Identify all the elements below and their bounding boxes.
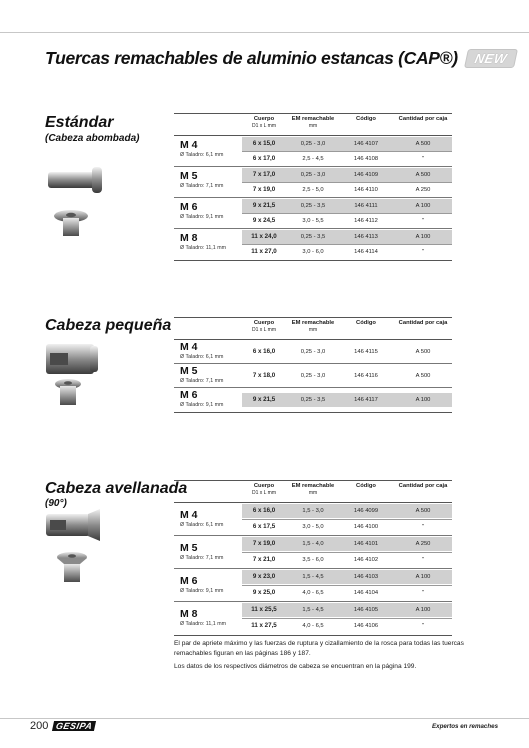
- note-head-diameter: Los datos de los respectivos diámetros de cabeza se encuentran en la página 199.: [174, 663, 417, 670]
- rivet-nut-countersunk-side-image: [44, 508, 104, 542]
- table-row: [242, 183, 452, 197]
- drill-diameter: Ø Taladro: 9,1 mm: [180, 588, 224, 594]
- table-header: [174, 114, 452, 135]
- rivet-nut-small-head-end-image: [52, 376, 84, 408]
- cell-size: 9 x 23,0: [252, 573, 276, 580]
- section-subtitle-estandar: (Cabeza abombada): [45, 133, 140, 144]
- thread-size: M 6: [180, 575, 198, 587]
- size-group: [174, 364, 452, 388]
- table-row: [242, 345, 452, 359]
- table-estandar: [174, 113, 452, 261]
- table-row: [242, 553, 452, 567]
- footer-rule: [0, 718, 529, 719]
- drill-diameter: Ø Taladro: 9,1 mm: [180, 402, 224, 408]
- thread-size: M 5: [180, 170, 198, 182]
- cell-qty: A 100: [415, 234, 431, 240]
- cell-qty: A 500: [415, 373, 431, 379]
- cell-code: 146 4117: [354, 397, 378, 403]
- header-cuerpo: Cuerpo D1 x L mm: [252, 116, 276, 129]
- table-header: [174, 481, 452, 502]
- cell-qty: ": [421, 557, 425, 563]
- cell-em: 0,25 - 3,5: [300, 234, 326, 240]
- cell-code: 146 4100: [353, 524, 379, 530]
- header-cantidad: Cantidad por caja: [398, 483, 448, 489]
- table-body: [174, 339, 452, 412]
- table-body: [174, 135, 452, 260]
- cell-em: 1,5 - 4,0: [302, 541, 324, 547]
- size-group: [174, 602, 452, 635]
- cell-qty: A 100: [415, 397, 431, 403]
- table-row: [242, 504, 452, 518]
- thread-size: M 8: [180, 608, 198, 620]
- table-row: [242, 537, 452, 551]
- cell-size: 11 x 24,0: [251, 233, 277, 240]
- drill-diameter: Ø Taladro: 11,1 mm: [180, 245, 227, 251]
- thread-size: M 6: [180, 201, 198, 213]
- size-group: [174, 167, 452, 198]
- cell-code: 146 4115: [354, 349, 378, 355]
- size-group: [174, 503, 452, 536]
- cell-qty: A 100: [415, 203, 431, 209]
- cell-qty: ": [421, 524, 425, 530]
- size-group: [174, 340, 452, 364]
- cell-size: 7 x 19,0: [252, 186, 276, 193]
- drill-diameter: Ø Taladro: 6,1 mm: [180, 152, 224, 158]
- cell-qty: A 500: [415, 141, 431, 147]
- cell-code: 146 4102: [353, 557, 379, 563]
- cell-qty: A 250: [415, 187, 431, 193]
- thread-size: M 4: [180, 341, 198, 353]
- header-codigo: Código: [356, 320, 376, 326]
- table-row: [242, 570, 452, 584]
- note-torque: El par de apriete máximo y las fuerzas de ruptura y cizallamiento de la rosca para todas las tuercas remachables figuran en las páginas 186 y 187.: [174, 640, 464, 657]
- size-group: [174, 388, 452, 412]
- cell-size: 6 x 17,5: [252, 523, 276, 530]
- cell-em: 2,5 - 5,0: [302, 187, 324, 193]
- drill-diameter: Ø Taladro: 7,1 mm: [180, 555, 224, 561]
- table-row: [242, 152, 452, 166]
- page-title: Tuercas remachables de aluminio estancas (CAP®): [45, 48, 458, 68]
- cell-em: 0,25 - 3,0: [300, 141, 326, 147]
- size-group: [174, 198, 452, 229]
- table-row: [242, 369, 452, 383]
- rivet-nut-countersunk-end-image: [54, 550, 90, 586]
- drill-diameter: Ø Taladro: 6,1 mm: [180, 522, 224, 528]
- new-badge: NEW: [464, 49, 518, 68]
- table-row: [242, 393, 452, 407]
- table-row: [242, 586, 452, 600]
- section-title-cabeza-pequena: Cabeza pequeña: [45, 317, 172, 334]
- cell-size: 9 x 21,5: [252, 202, 276, 209]
- cell-code: 146 4104: [353, 590, 379, 596]
- cell-qty: A 250: [415, 541, 431, 547]
- cell-size: 7 x 21,0: [252, 556, 276, 563]
- thread-size: M 6: [180, 389, 198, 401]
- cell-code: 146 4107: [353, 141, 379, 147]
- cell-code: 146 4116: [354, 373, 378, 379]
- cell-em: 0,25 - 3,5: [300, 203, 326, 209]
- header-codigo: Código: [356, 116, 376, 122]
- cell-code: 146 4109: [353, 172, 379, 178]
- cell-em: 4,0 - 6,5: [302, 590, 324, 596]
- drill-diameter: Ø Taladro: 6,1 mm: [180, 354, 224, 360]
- cell-size: 7 x 17,0: [252, 171, 276, 178]
- table-row: [242, 199, 452, 213]
- cell-size: 7 x 18,0: [252, 372, 276, 379]
- cell-code: 146 4106: [353, 623, 379, 629]
- header-em: EM remachable mm: [291, 116, 335, 129]
- size-group: [174, 229, 452, 260]
- section-title-estandar: Estándar: [45, 114, 114, 131]
- cell-em: 0,25 - 3,0: [300, 172, 326, 178]
- table-row: [242, 137, 452, 151]
- cell-qty: ": [421, 623, 425, 629]
- cell-code: 146 4101: [353, 541, 379, 547]
- section-title-cabeza-avellanada: Cabeza avellanada: [45, 480, 188, 497]
- header-em: EM remachable mm: [291, 483, 335, 496]
- cell-em: 1,5 - 4,5: [302, 574, 324, 580]
- cell-qty: A 500: [415, 508, 431, 514]
- cell-qty: A 500: [415, 172, 431, 178]
- cell-code: 146 4108: [353, 156, 379, 162]
- cell-size: 9 x 25,0: [252, 589, 276, 596]
- thread-size: M 8: [180, 232, 198, 244]
- rivet-nut-standard-end-image: [52, 208, 90, 240]
- cell-code: 146 4105: [353, 607, 379, 613]
- thread-size: M 5: [180, 542, 198, 554]
- thread-size: M 4: [180, 139, 198, 151]
- page-title-row: [45, 48, 516, 69]
- table-cabeza-pequena: [174, 317, 452, 413]
- brand-logo: GESIPA: [53, 721, 95, 731]
- cell-size: 11 x 27,0: [251, 248, 277, 255]
- cell-em: 2,5 - 4,5: [302, 156, 324, 162]
- drill-diameter: Ø Taladro: 9,1 mm: [180, 214, 224, 220]
- header-codigo: Código: [356, 483, 376, 489]
- cell-em: 1,5 - 3,0: [302, 508, 324, 514]
- cell-size: 6 x 16,0: [252, 507, 276, 514]
- table-header: [174, 318, 452, 339]
- cell-em: 0,25 - 3,0: [300, 373, 326, 379]
- table-body: [174, 502, 452, 635]
- cell-qty: A 100: [415, 574, 431, 580]
- table-cabeza-avellanada: [174, 480, 452, 636]
- cell-code: 146 4112: [354, 218, 378, 224]
- drill-diameter: Ø Taladro: 7,1 mm: [180, 378, 224, 384]
- cell-size: 6 x 15,0: [252, 140, 276, 147]
- cell-qty: ": [421, 590, 425, 596]
- cell-em: 3,0 - 5,0: [302, 524, 324, 530]
- thread-size: M 4: [180, 509, 198, 521]
- size-group: [174, 536, 452, 569]
- cell-em: 0,25 - 3,5: [300, 397, 326, 403]
- cell-em: 3,0 - 5,5: [302, 218, 324, 224]
- cell-em: 4,0 - 6,5: [302, 623, 324, 629]
- cell-qty: ": [421, 249, 425, 255]
- cell-qty: A 500: [415, 349, 431, 355]
- table-row: [242, 230, 452, 244]
- rivet-nut-small-head-side-image: [44, 342, 100, 376]
- cell-size: 9 x 24,5: [252, 217, 276, 224]
- header-cantidad: Cantidad por caja: [398, 116, 448, 122]
- table-row: [242, 603, 452, 617]
- table-row: [242, 214, 452, 228]
- cell-em: 3,5 - 6,0: [302, 557, 324, 563]
- thread-size: M 5: [180, 365, 198, 377]
- cell-qty: A 100: [415, 607, 431, 613]
- table-row: [242, 168, 452, 182]
- drill-diameter: Ø Taladro: 7,1 mm: [180, 183, 224, 189]
- cell-size: 9 x 21,5: [252, 396, 276, 403]
- size-group: [174, 569, 452, 602]
- cell-code: 146 4114: [354, 249, 378, 255]
- cell-code: 146 4111: [354, 203, 378, 209]
- cell-code: 146 4103: [353, 574, 379, 580]
- header-cantidad: Cantidad por caja: [398, 320, 448, 326]
- top-rule: [0, 32, 529, 33]
- rivet-nut-standard-side-image: [46, 166, 108, 194]
- cell-qty: ": [421, 156, 425, 162]
- footer-tagline: Expertos en remaches: [432, 723, 499, 730]
- cell-em: 0,25 - 3,0: [300, 349, 326, 355]
- cell-size: 6 x 16,0: [252, 348, 276, 355]
- header-cuerpo: Cuerpo D1 x L mm: [252, 483, 276, 496]
- cell-size: 11 x 27,5: [251, 622, 277, 629]
- cell-code: 146 4110: [354, 187, 378, 193]
- table-row: [242, 520, 452, 534]
- cell-size: 6 x 17,0: [252, 155, 276, 162]
- table-row: [242, 619, 452, 633]
- cell-size: 11 x 25,5: [251, 606, 277, 613]
- drill-diameter: Ø Taladro: 11,1 mm: [180, 621, 227, 627]
- cell-qty: ": [421, 218, 425, 224]
- page-number: 200: [30, 720, 49, 732]
- section-subtitle-cabeza-avellanada: (90°): [45, 498, 67, 509]
- cell-size: 7 x 19,0: [252, 540, 276, 547]
- cell-em: 1,5 - 4,5: [302, 607, 324, 613]
- cell-code: 146 4113: [354, 234, 378, 240]
- table-row: [242, 245, 452, 259]
- size-group: [174, 136, 452, 167]
- header-em: EM remachable mm: [291, 320, 335, 333]
- cell-em: 3,0 - 6,0: [302, 249, 324, 255]
- header-cuerpo: Cuerpo D1 x L mm: [252, 320, 276, 333]
- cell-code: 146 4099: [353, 508, 379, 514]
